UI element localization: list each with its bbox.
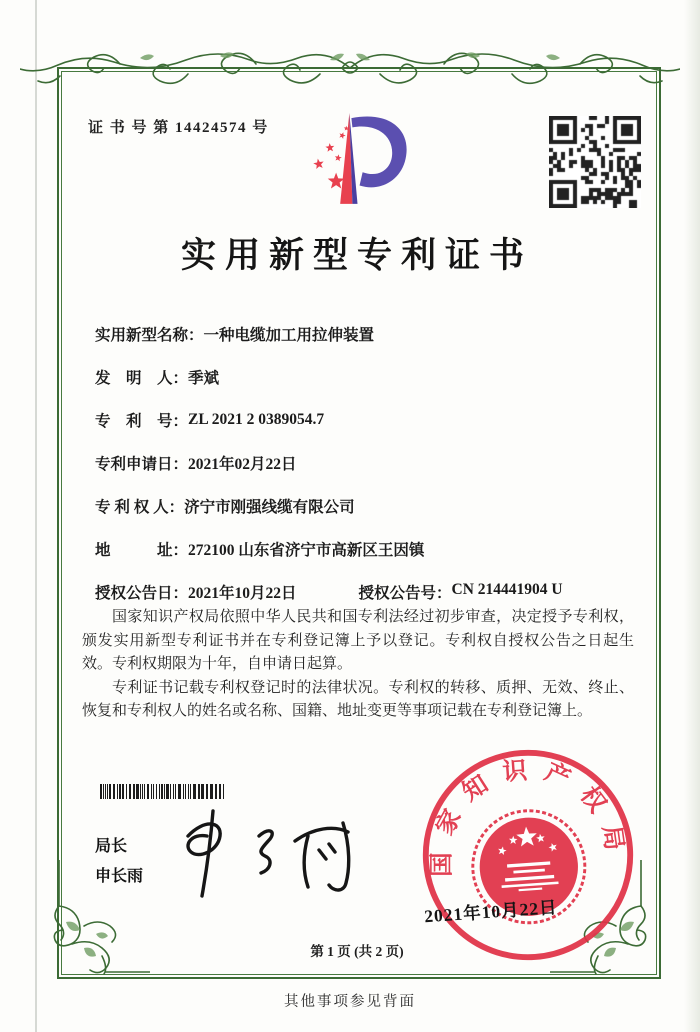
legal-paragraph-2: 专利证书记载专利权登记时的法律状况。专利权的转移、质押、无效、终止、恢复和专利权人的姓名或名称、国籍、地址变更等事项记载在专利登记簿上。 <box>82 679 634 720</box>
field-value: 一种电缆加工用拉伸装置 <box>203 326 375 344</box>
logo-p-shape <box>351 117 406 188</box>
grant-date-value: 2021年10月22日 <box>188 584 297 602</box>
field-value: 季斌 <box>188 369 220 387</box>
certificate-number: 证 书 号 第 14424574 号 <box>88 120 269 136</box>
certificate-title: 实用新型专利证书 <box>180 236 533 275</box>
field-value: 272100 山东省济宁市高新区王因镇 <box>188 541 425 559</box>
legal-paragraph-1: 国家知识产权局依照中华人民共和国专利法经过初步审查，决定授予专利权，颁发实用新型专利证书并在专利登记簿上予以登记。专利权自授权公告之日起生效。专利权期限为十年，自申请日起算。 <box>82 609 634 673</box>
field-label: 专利申请日： <box>95 455 189 473</box>
handwritten-signature <box>162 806 374 902</box>
grant-date-label: 授权公告日： <box>95 584 189 602</box>
barcode-image <box>100 784 290 799</box>
back-side-note: 其他事项参见背面 <box>284 994 416 1010</box>
field-patent-number <box>95 398 615 441</box>
field-address <box>95 527 615 570</box>
field-label: 实用新型名称： <box>95 326 204 344</box>
scan-artifact-left <box>35 0 37 1032</box>
grant-number-pair <box>359 581 563 603</box>
field-label: 专 利 号： <box>95 412 189 430</box>
page-number: 第 1 页 (共 2 页) <box>310 944 404 959</box>
seal-date: 2021年10月22日 <box>423 897 559 927</box>
signature-block <box>95 832 143 892</box>
field-utility-model-name <box>95 312 615 355</box>
qr-code <box>549 116 641 208</box>
cnipa-logo <box>293 110 421 212</box>
commissioner-title: 局长 <box>95 838 128 855</box>
field-label: 地 址： <box>95 541 189 559</box>
field-label: 发 明 人： <box>95 369 189 387</box>
field-value: ZL 2021 2 0389054.7 <box>188 410 325 428</box>
field-list <box>95 312 615 613</box>
grant-number-value: CN 214441904 U <box>451 580 563 598</box>
seal-ring-text: 国家知识产权局 <box>428 756 630 877</box>
scan-artifact-right <box>684 0 700 1032</box>
field-label: 专 利 权 人： <box>95 498 185 516</box>
commissioner-name: 申长雨 <box>95 868 144 885</box>
field-inventor <box>95 355 615 398</box>
field-value: 济宁市刚强线缆有限公司 <box>184 498 355 516</box>
field-value: 2021年02月22日 <box>188 455 297 473</box>
legal-text <box>82 606 634 724</box>
field-filing-date <box>95 441 615 484</box>
grant-number-label: 授权公告号： <box>358 584 452 602</box>
field-patentee <box>95 484 615 527</box>
